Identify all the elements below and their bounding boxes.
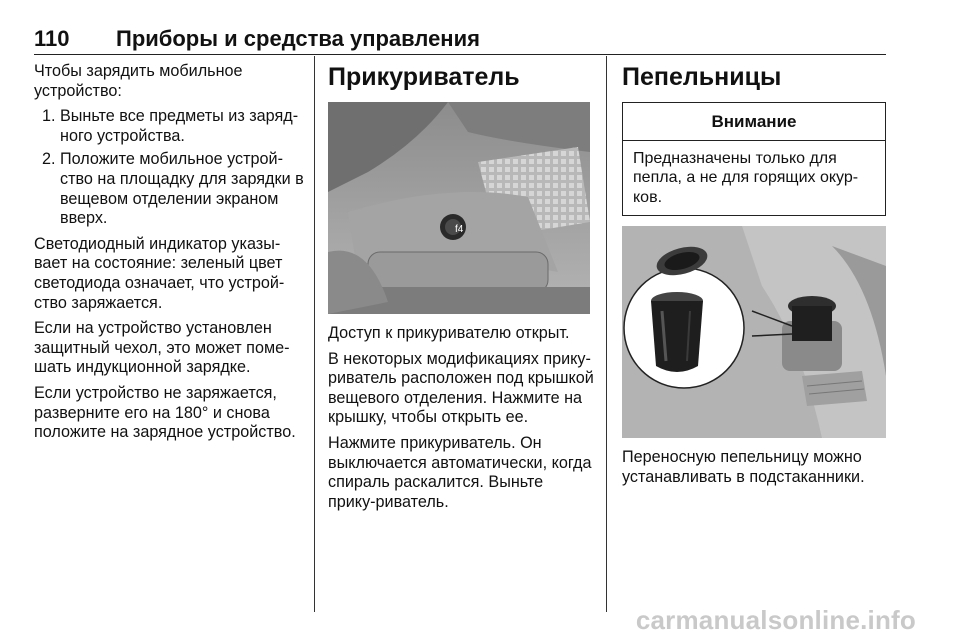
step-text: Выньте все предметы из заряд-ного устройства.	[60, 107, 299, 145]
step-text: Положите мобильное устрой-ство на площадку для зарядки в вещевом отделении экраном вверх.	[60, 150, 304, 228]
led-paragraph: Светодиодный индикатор указы-вает на состояние: зеленый цвет светодиода означает, что устрой-ство заряжается.	[34, 234, 285, 312]
page-title: Приборы и средства управления	[116, 26, 480, 51]
column-lighter	[328, 62, 594, 518]
case-paragraph: Если на устройство установлен защитный чехол, это может поме-шать индукционной зарядке.	[34, 319, 290, 377]
charging-intro: Чтобы зарядить мобильное устройство:	[34, 62, 243, 100]
column-charging	[34, 62, 304, 449]
lighter-paragraph-1: В некоторых модификациях прику-риватель расположен под крышкой вещевого отделения. Нажмите на крышку, чтобы открыть ее.	[328, 349, 594, 427]
page-header	[34, 24, 886, 55]
column-divider	[606, 56, 607, 612]
rotate-paragraph: Если устройство не заряжается, разверните его на 180° и снова положите на зарядное устройство.	[34, 383, 296, 442]
ashtrays-heading: Пепельницы	[622, 63, 782, 91]
watermark: carmanualsonline.info	[635, 605, 916, 635]
warning-title: Внимание	[623, 103, 885, 141]
ashtray-caption: Переносную пепельницу можно устанавливать в подстаканники.	[622, 448, 865, 486]
warning-text: Предназначены только для пепла, а не для горящих окур-ков.	[633, 149, 859, 206]
lighter-paragraph-2: Нажмите прикуриватель. Он выключается автоматически, когда спираль раскалится. Выньте прику-риватель.	[328, 433, 592, 511]
list-item	[34, 150, 304, 228]
column-divider	[314, 56, 315, 612]
figure-label: f4	[455, 224, 464, 235]
warning-box	[622, 102, 886, 216]
cigarette-lighter-illustration	[328, 102, 590, 314]
ashtray-illustration	[622, 226, 886, 438]
charging-steps	[34, 107, 304, 229]
lighter-heading: Прикуриватель	[328, 63, 520, 91]
column-ashtrays	[622, 62, 886, 494]
list-item	[34, 107, 304, 146]
step-number: 1.	[42, 107, 56, 126]
step-number: 2.	[42, 150, 56, 169]
lighter-caption: Доступ к прикуривателю открыт.	[328, 324, 570, 342]
page-number: 110	[34, 26, 70, 51]
